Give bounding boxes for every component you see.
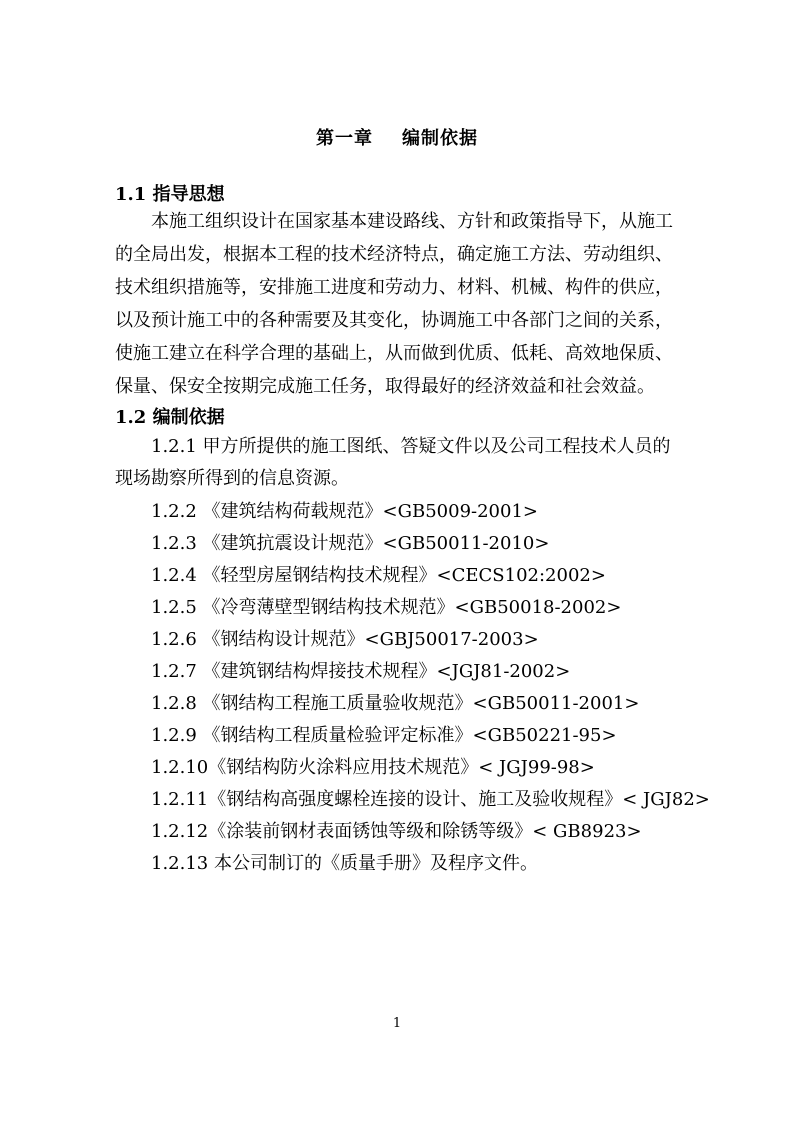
reference-item: 1.2.5 《冷弯薄壁型钢结构技术规范》<GB50018-2002> [151, 597, 622, 618]
paragraph-line: 使施工建立在科学合理的基础上，从而做到优质、低耗、高效地保质、 [115, 343, 673, 364]
reference-item: 1.2.8 《钢结构工程施工质量验收规范》<GB50011-2001> [151, 693, 640, 714]
page-number: 1 [392, 1016, 402, 1031]
paragraph-line: 以及预计施工中的各种需要及其变化，协调施工中各部门之间的关系， [115, 310, 673, 331]
paragraph-line: 保量、保安全按期完成施工任务，取得最好的经济效益和社会效益。 [115, 376, 655, 397]
paragraph-line: 的全局出发，根据本工程的技术经济特点，确定施工方法、劳动组织、 [115, 244, 673, 265]
chapter-title: 第一章 编制依据 [315, 128, 479, 149]
section-heading-1-1: 1.1 指导思想 [115, 184, 225, 205]
reference-item-continuation: 现场勘察所得到的信息资源。 [115, 468, 349, 489]
reference-item: 1.2.11《钢结构高强度螺栓连接的设计、施工及验收规程》< JGJ82> [151, 789, 710, 810]
reference-item: 1.2.10《钢结构防火涂料应用技术规范》< JGJ99-98> [151, 757, 595, 778]
reference-item: 1.2.6 《钢结构设计规范》<GBJ50017-2003> [151, 629, 539, 650]
section-heading-1-2: 1.2 编制依据 [115, 407, 225, 428]
reference-item: 1.2.13 本公司制订的《质量手册》及程序文件。 [151, 853, 538, 874]
paragraph-line: 技术组织措施等，安排施工进度和劳动力、材料、机械、构件的供应， [115, 277, 673, 298]
reference-item: 1.2.12《涂装前钢材表面锈蚀等级和除锈等级》< GB8923> [151, 821, 642, 842]
reference-item: 1.2.2 《建筑结构荷载规范》<GB5009-2001> [151, 501, 538, 522]
reference-item: 1.2.3 《建筑抗震设计规范》<GB50011-2010> [151, 533, 550, 554]
reference-item: 1.2.7 《建筑钢结构焊接技术规程》<JGJ81-2002> [151, 661, 571, 682]
reference-item: 1.2.4 《轻型房屋钢结构技术规程》<CECS102:2002> [151, 565, 606, 586]
reference-item: 1.2.1 甲方所提供的施工图纸、答疑文件以及公司工程技术人员的 [151, 436, 671, 457]
paragraph-line: 本施工组织设计在国家基本建设路线、方针和政策指导下，从施工 [151, 211, 673, 232]
reference-item: 1.2.9 《钢结构工程质量检验评定标准》<GB50221-95> [151, 725, 617, 746]
